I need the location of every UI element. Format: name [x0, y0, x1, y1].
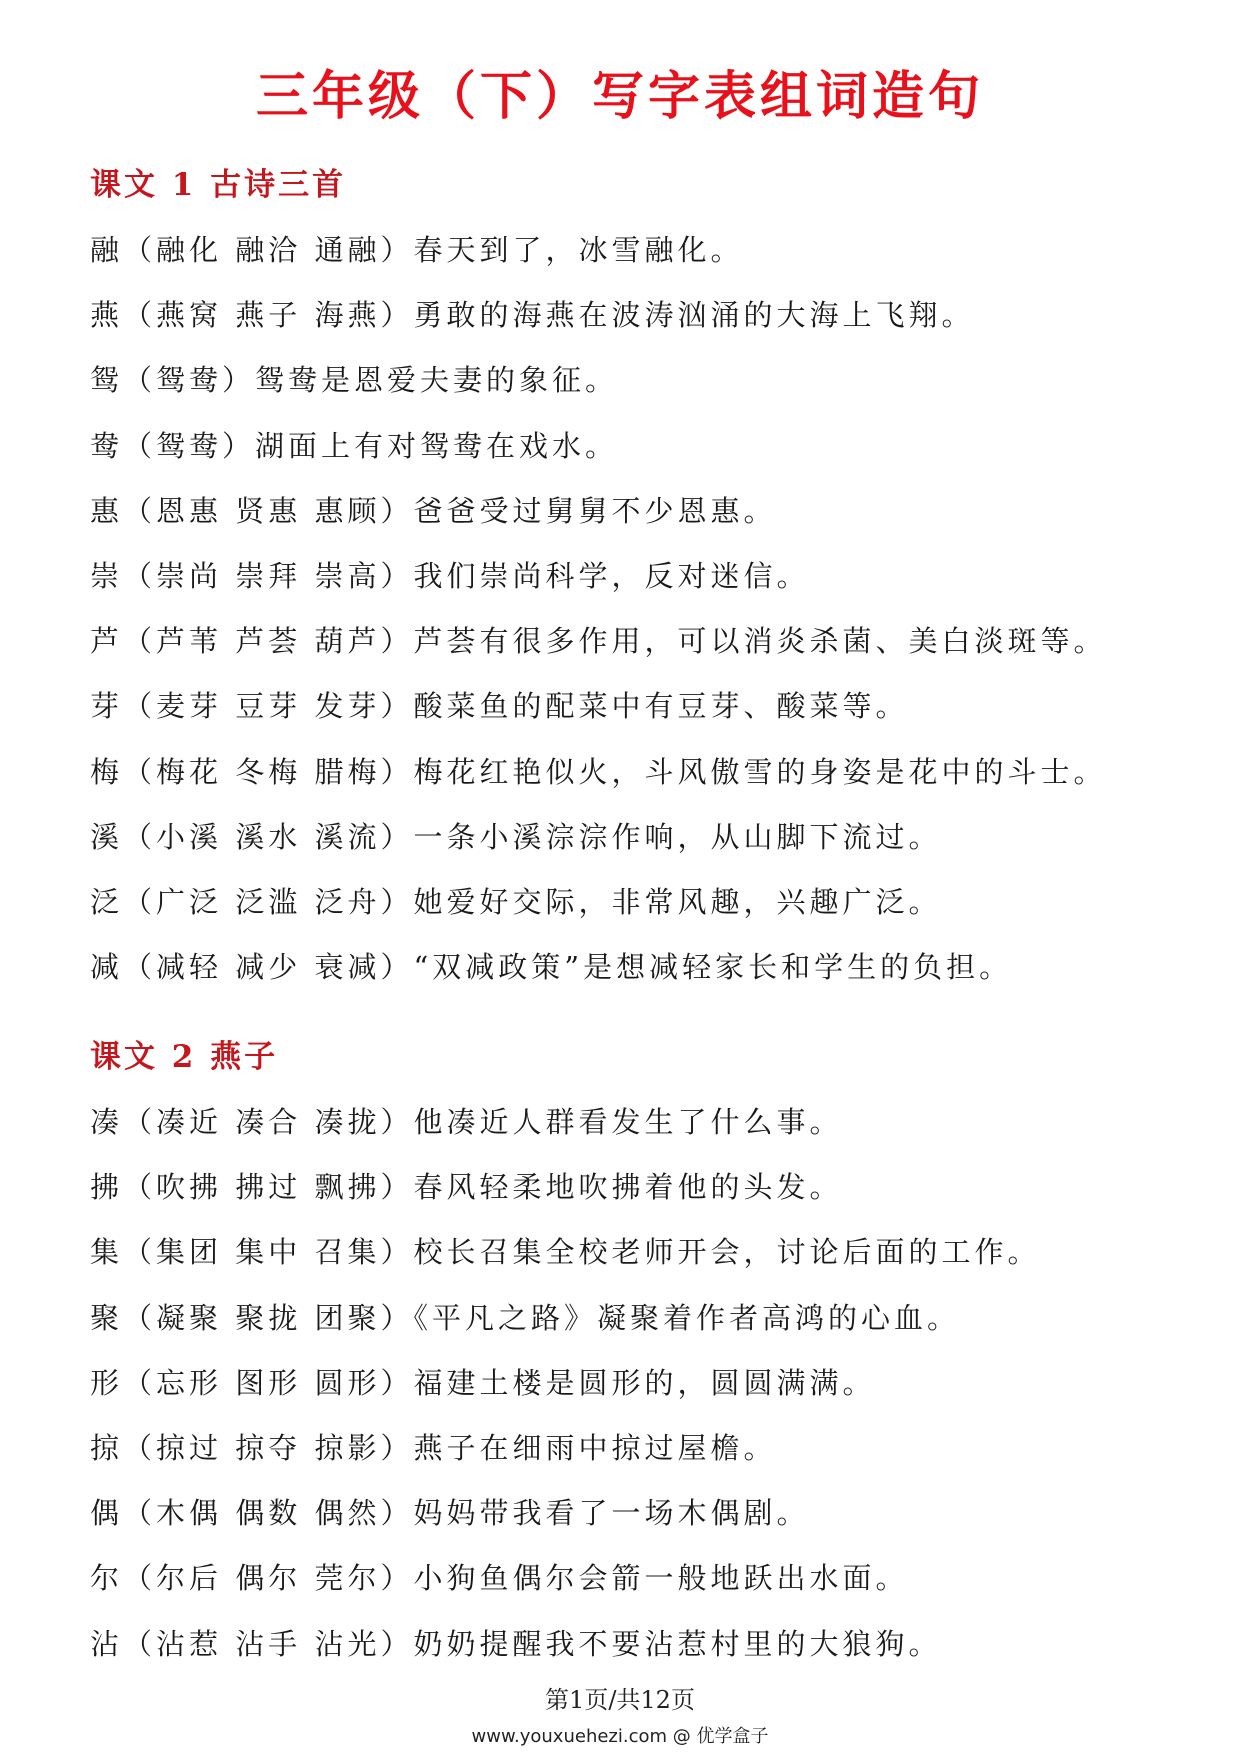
entry-sentence: 妈妈带我看了一场木偶剧。	[413, 1496, 810, 1531]
vocab-entry	[90, 348, 1190, 413]
vocab-entry	[90, 1220, 1190, 1285]
entry-words: （恩惠 贤惠 惠顾）	[123, 493, 414, 528]
entry-words: （鸳鸯）	[123, 428, 256, 463]
entry-words: （融化 融洽 通融）	[123, 233, 414, 267]
page-title: 三年级（下）写字表组词造句	[255, 67, 984, 127]
vocab-entry	[90, 414, 1190, 479]
entry-sentence: 她爱好交际，非常风趣，兴趣广泛。	[413, 884, 942, 919]
entry-character: 形	[90, 1365, 124, 1400]
entry-character: 燕	[90, 298, 124, 333]
vocab-entry	[90, 283, 1190, 348]
vocab-entry	[90, 674, 1190, 739]
entry-character: 溪	[90, 819, 124, 854]
entry-words: （集团 集中 召集）	[123, 1235, 414, 1270]
site-credit: www.youxuehezi.com @ 优学盒子	[471, 1726, 769, 1747]
vocab-entry	[90, 609, 1190, 674]
vocab-entry	[90, 1612, 1190, 1677]
entry-character: 鸳	[90, 363, 124, 398]
entry-character: 减	[90, 950, 124, 985]
vocab-entry	[90, 1155, 1190, 1220]
entry-character: 尔	[90, 1561, 124, 1596]
section-heading: 课文 1 古诗三首	[90, 167, 347, 203]
entry-sentence: 酸菜鱼的配菜中有豆芽、酸菜等。	[413, 689, 909, 724]
entry-words: （尔后 偶尔 莞尔）	[123, 1561, 414, 1596]
vocab-entry	[90, 1351, 1190, 1416]
entry-character: 崇	[90, 558, 124, 593]
entry-words: （沾惹 沾手 沾光）	[123, 1626, 414, 1661]
entry-sentence: “双减政策”是想减轻家长和学生的负担。	[413, 950, 1013, 985]
entry-words: （吹拂 拂过 飘拂）	[123, 1170, 414, 1205]
entry-sentence: 校长召集全校老师开会，讨论后面的工作。	[413, 1235, 1041, 1270]
vocab-entry	[90, 1481, 1190, 1546]
entry-sentence: 小狗鱼偶尔会箭一般地跃出水面。	[413, 1561, 909, 1596]
entry-sentence: 福建土楼是圆形的，圆圆满满。	[413, 1365, 876, 1400]
entry-character: 鸯	[90, 428, 124, 463]
entry-character: 偶	[90, 1496, 124, 1531]
entry-words: （广泛 泛滥 泛舟）	[123, 884, 414, 919]
page-number: 第1页/共12页	[545, 1686, 695, 1714]
entry-sentence: 鸳鸯是恩爱夫妻的象征。	[255, 363, 619, 398]
entry-sentence: 奶奶提醒我不要沾惹村里的大狼狗。	[413, 1626, 942, 1661]
entry-sentence: 湖面上有对鸳鸯在戏水。	[255, 428, 619, 463]
entry-character: 融	[90, 233, 124, 267]
entry-sentence: 春天到了，冰雪融化。	[413, 233, 744, 267]
vocab-entry	[90, 1090, 1190, 1155]
entry-character: 集	[90, 1235, 124, 1270]
section-heading: 课文 2 燕子	[90, 1039, 279, 1075]
entry-list	[90, 218, 1190, 1000]
entry-character: 沾	[90, 1626, 124, 1661]
entry-character: 凑	[90, 1105, 124, 1139]
entry-sentence: 燕子在细雨中掠过屋檐。	[413, 1430, 777, 1465]
entry-character: 聚	[90, 1300, 124, 1335]
vocab-entry	[90, 870, 1190, 935]
entry-words: （燕窝 燕子 海燕）	[123, 298, 414, 333]
entry-words: （减轻 减少 衰减）	[123, 950, 414, 985]
vocab-entry	[90, 1546, 1190, 1611]
entry-sentence: 我们崇尚科学，反对迷信。	[413, 558, 810, 593]
entry-character: 拂	[90, 1170, 124, 1205]
entry-words: （鸳鸯）	[123, 363, 256, 398]
entry-sentence: 勇敢的海燕在波涛汹涌的大海上飞翔。	[413, 298, 975, 333]
entry-words: （梅花 冬梅 腊梅）	[123, 754, 414, 789]
entry-character: 泛	[90, 884, 124, 919]
entry-sentence: 梅花红艳似火，斗风傲雪的身姿是花中的斗士。	[413, 754, 1107, 789]
entry-words: （掠过 掠夺 掠影）	[123, 1430, 414, 1465]
section-lesson-2	[90, 1032, 1190, 1677]
entry-sentence: 芦荟有很多作用，可以消炎杀菌、美白淡斑等。	[413, 624, 1107, 659]
vocab-entry	[90, 544, 1190, 609]
entry-sentence: 他凑近人群看发生了什么事。	[413, 1105, 843, 1139]
entry-words: （芦苇 芦荟 葫芦）	[123, 624, 414, 659]
entry-sentence: 《平凡之路》凝聚着作者高鸿的心血。	[413, 1300, 960, 1335]
entry-character: 梅	[90, 754, 124, 789]
vocab-entry	[90, 218, 1190, 283]
vocab-entry	[90, 1416, 1190, 1481]
entry-words: （麦芽 豆芽 发芽）	[123, 689, 414, 724]
entry-words: （凝聚 聚拢 团聚）	[123, 1300, 414, 1335]
vocab-entry	[90, 1286, 1190, 1351]
entry-words: （忘形 图形 圆形）	[123, 1365, 414, 1400]
entry-character: 芦	[90, 624, 124, 659]
section-lesson-1	[90, 160, 1190, 1000]
entry-words: （凑近 凑合 凑拢）	[123, 1105, 414, 1139]
vocab-entry	[90, 740, 1190, 805]
vocab-entry	[90, 479, 1190, 544]
entry-words: （崇尚 崇拜 崇高）	[123, 558, 414, 593]
vocab-entry	[90, 935, 1190, 1000]
entry-words: （木偶 偶数 偶然）	[123, 1496, 414, 1531]
entry-words: （小溪 溪水 溪流）	[123, 819, 414, 854]
entry-sentence: 一条小溪淙淙作响，从山脚下流过。	[413, 819, 942, 854]
entry-sentence: 爸爸受过舅舅不少恩惠。	[413, 493, 777, 528]
entry-list	[90, 1090, 1190, 1677]
vocab-entry	[90, 805, 1190, 870]
entry-character: 芽	[90, 689, 124, 724]
entry-sentence: 春风轻柔地吹拂着他的头发。	[413, 1170, 843, 1205]
entry-character: 掠	[90, 1430, 124, 1465]
entry-character: 惠	[90, 493, 124, 528]
